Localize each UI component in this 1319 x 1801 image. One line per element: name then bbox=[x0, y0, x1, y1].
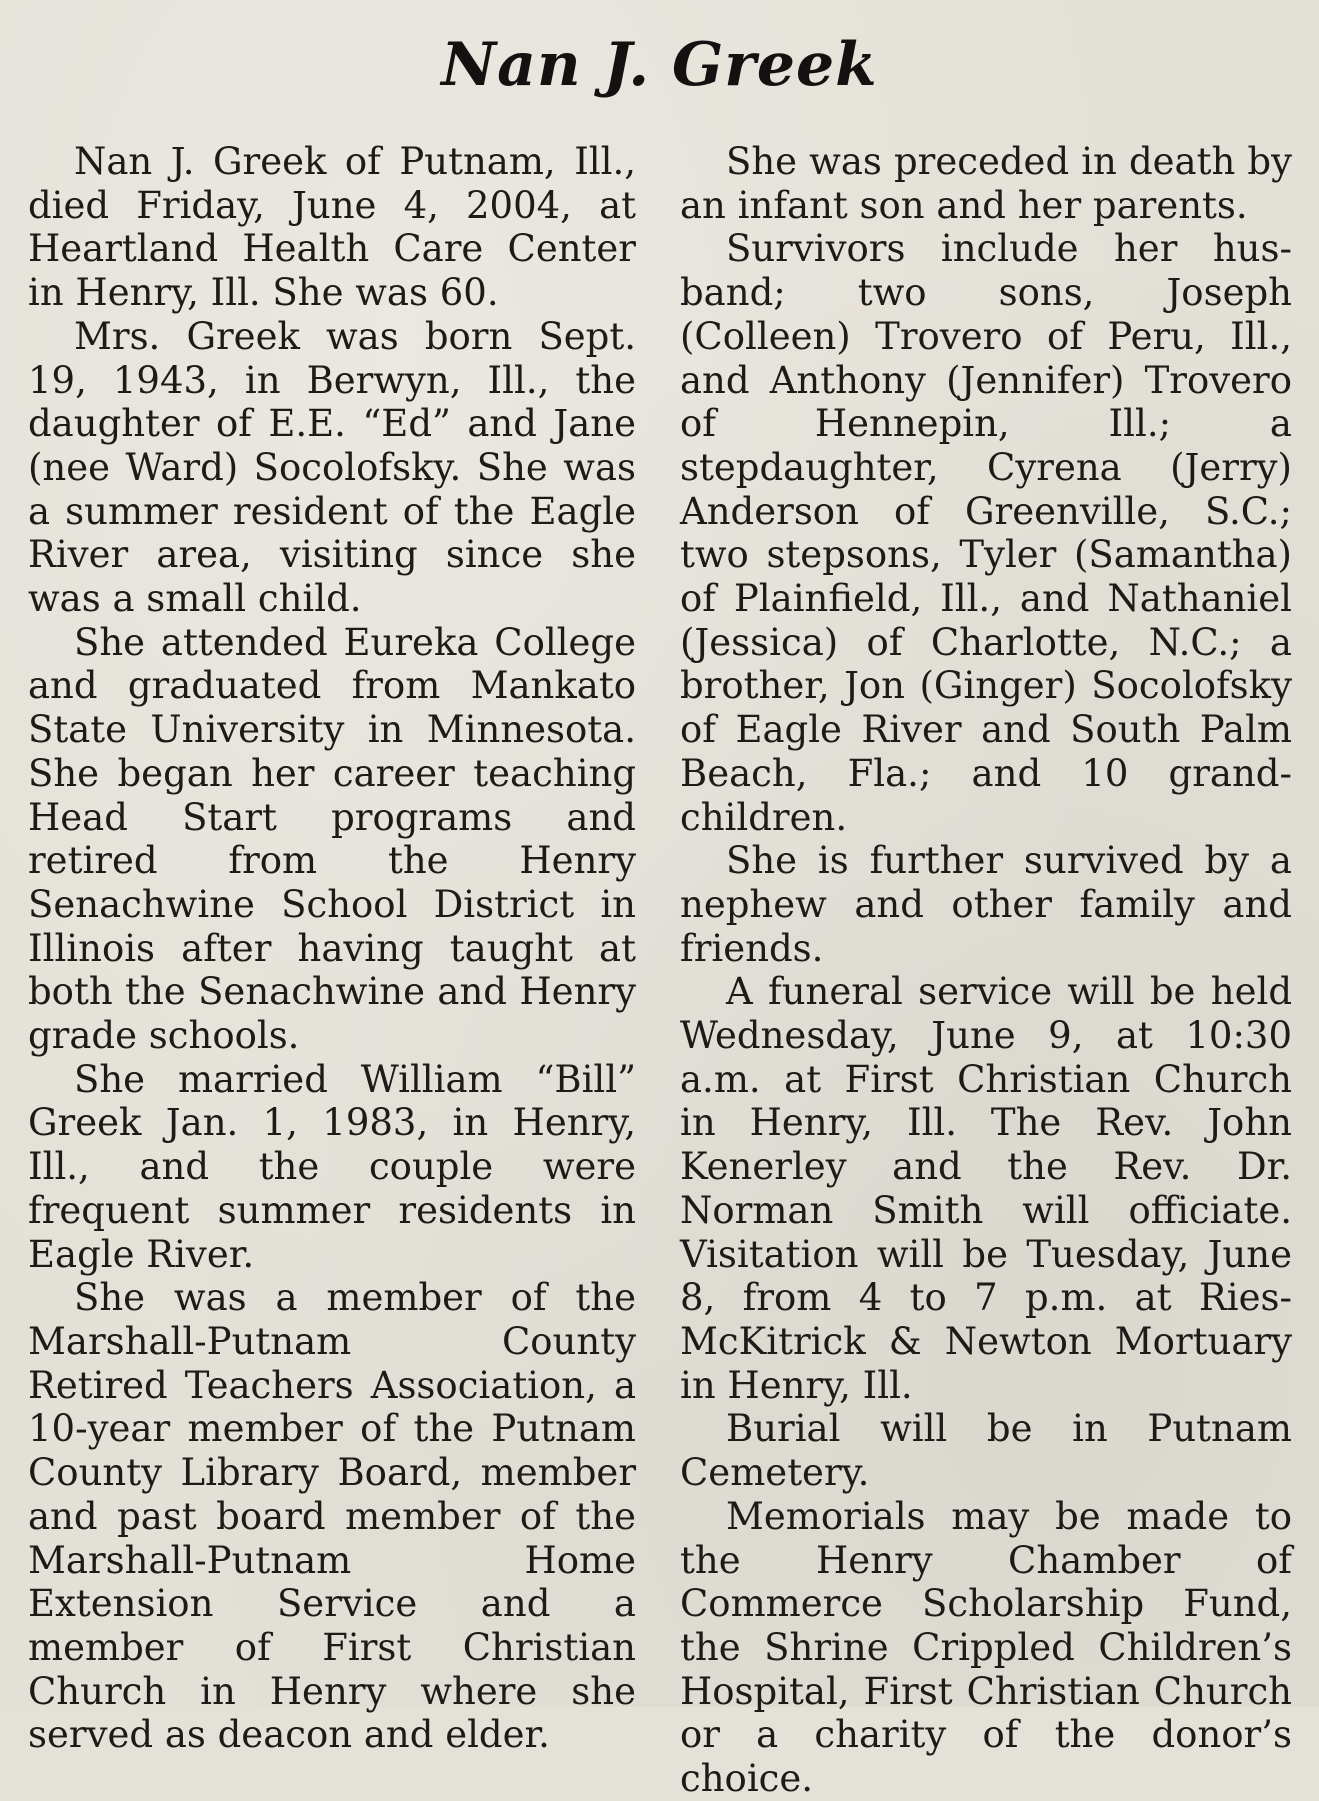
left-column bbox=[28, 140, 636, 1757]
paragraph-survivors: Survivors include her husband; two sons, Joseph (Colleen) Trovero of Peru, Ill., and Anthony (Jennifer) Trovero of Hennepin, Ill.; a stepdaughter, Cyrena (Jerry) Anderson of Greenville, S.C.; two stepsons, Tyler (Samantha) of Plainfield, Ill., and Nathaniel (Jessica) of Charlotte, N.C.; a brother, Jon (Ginger) Socolofsky of Eagle River and South Palm Beach, Fla.; and 10 grandchildren. bbox=[680, 227, 1292, 839]
paragraph-birth: Mrs. Greek was born Sept. 19, 1943, in Berwyn, Ill., the daughter of E.E. “Ed” and Jane (nee Ward) Socolofsky. She was a summer resident of the Eagle River area, visiting since she was a small child. bbox=[28, 314, 636, 621]
paragraph-education-career: She attended Eureka College and graduated from Mankato State University in Minnesota. She began her career teaching Head Start programs and retired from the Henry Senachwine School District in Illinois after having taught at both the Senachwine and Henry grade schools. bbox=[28, 620, 636, 1058]
paragraph-burial: Burial will be in Putnam Cemetery. bbox=[680, 1407, 1292, 1495]
paragraph-marriage: She married William “Bill” Greek Jan. 1, 1983, in Henry, Ill., and the couple were frequent summer residents in Eagle River. bbox=[28, 1057, 636, 1276]
right-column bbox=[680, 140, 1292, 1801]
paragraph-preceded-in-death: She was preceded in death by an infant son and her parents. bbox=[680, 140, 1292, 227]
paragraph-funeral-service: A funeral service will be held Wednesday, June 9, at 10:30 a.m. at First Christian Church in Henry, Ill. The Rev. John Kenerley and the Rev. Dr. Norman Smith will officiate. Visitation will be Tuesday, June 8, from 4 to 7 p.m. at Ries-McKitrick & Newton Mortuary in Henry, Ill. bbox=[680, 970, 1292, 1407]
paragraph-death-notice: Nan J. Greek of Putnam, Ill., died Friday, June 4, 2004, at Heartland Health Care Center in Henry, Ill. She was 60. bbox=[28, 140, 636, 315]
paragraph-memorials: Memorials may be made to the Henry Chamber of Commerce Scholarship Fund, the Shrine Crippled Children’s Hospital, First Christian Church or a charity of the donor’s choice. bbox=[680, 1494, 1292, 1801]
paragraph-further-survived: She is further survived by a nephew and other family and friends. bbox=[680, 839, 1292, 970]
obituary-title: Nan J. Greek bbox=[441, 30, 878, 100]
paragraph-memberships: She was a member of the Marshall-Putnam County Retired Teachers Association, a 10-year member of the Putnam County Library Board, member and past board member of the Marshall-Putnam Home Extension Service and a member of First Christian Church in Henry where she served as deacon and elder. bbox=[28, 1276, 636, 1757]
